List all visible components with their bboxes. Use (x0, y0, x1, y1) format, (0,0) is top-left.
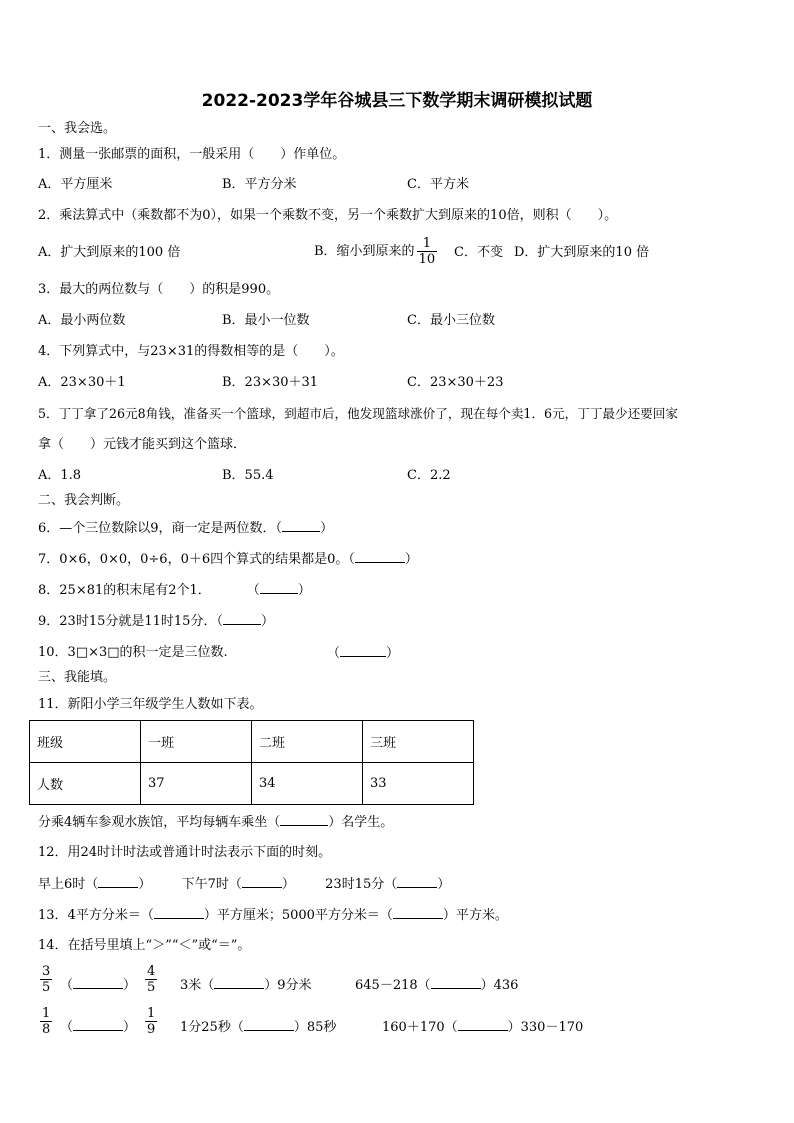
q7-text: 7．0×6，0×0，0÷6，0＋6四个算式的结果都是0。 (38, 552, 349, 567)
table-cell: 二班 (252, 721, 363, 763)
q14-answer-blank[interactable] (458, 1018, 508, 1031)
question-4: 4．下列算式中，与23×31的得数相等的是（ ）。 (38, 344, 344, 359)
q14-r2-m-post: ）85秒 (293, 1020, 337, 1035)
q9-paren-open: （ (216, 614, 223, 629)
q4-option-a[interactable]: A．23×30＋1 (38, 375, 126, 390)
q4-option-b[interactable]: B．23×30＋31 (222, 375, 319, 390)
q14-r1-m-post: ）9分米 (264, 978, 312, 993)
q12-answer-blank-1[interactable] (98, 875, 138, 888)
fraction (40, 964, 52, 995)
question-7 (38, 550, 418, 569)
q9-text: 9．23时15分就是11时15分． (38, 614, 217, 629)
q12-paren-close: ） (138, 877, 152, 892)
q8-paren-close: ） (297, 583, 311, 598)
q6-text: 6．—个三位数除以9，商一定是两位数． (38, 521, 276, 536)
q14-fraction-3-5 (38, 964, 54, 995)
question-5-line-2: 拿（ ）元钱才能买到这个篮球． (38, 437, 247, 452)
q14-r1-m-pre: 3米（ (180, 978, 215, 993)
question-8 (38, 581, 311, 600)
class-student-table (29, 720, 474, 805)
question-6 (38, 519, 333, 538)
fraction-numerator: 3 (42, 964, 51, 979)
q12-item-1-label: 早上6时（ (38, 877, 99, 892)
question-9 (38, 612, 274, 631)
q2-option-d[interactable]: D．扩大到原来的10 倍 (514, 245, 650, 260)
q10-answer (327, 644, 399, 663)
question-12: 12．用24时计时法或普通计时法表示下面的时刻。 (38, 845, 332, 860)
q14-fraction-4-5 (143, 964, 159, 995)
question-10: 10．3□×3□的积一定是三位数. (38, 645, 228, 660)
fraction-numerator: 1 (147, 1006, 156, 1021)
q12-answer-blank-3[interactable] (397, 875, 437, 888)
question-5-line-1: 5．丁丁拿了26元8角钱，准备买一个篮球，到超市后，他发现篮球涨价了，现在每个卖1．6元，丁丁最少还要回家 (38, 406, 678, 421)
q12-paren-close: ） (437, 877, 451, 892)
q7-paren-close: ） (404, 552, 418, 567)
fraction (145, 964, 157, 995)
section-1-heading: 一、我会选。 (38, 121, 117, 136)
paren-close: ） (123, 978, 137, 993)
q11-followup-text: 分乘4辆车参观水族馆，平均每辆车乘坐（ (38, 815, 281, 830)
q14-fraction-1-9 (143, 1006, 159, 1037)
fraction (145, 1006, 157, 1037)
q9-answer-blank[interactable] (223, 612, 261, 625)
q14-answer-blank[interactable] (73, 1018, 123, 1031)
q3-option-c[interactable]: C．最小三位数 (407, 313, 495, 328)
question-3: 3．最大的两位数与（ ）的积是990。 (38, 282, 280, 297)
q14-r1-e-pre: 645－218（ (355, 978, 431, 993)
q11-followup-end: ）名学生。 (328, 815, 394, 830)
q12-item-2-label: 下午7时（ (181, 877, 242, 892)
table-cell: 三班 (363, 721, 474, 763)
q14-answer-blank[interactable] (73, 976, 123, 989)
q2-fraction (417, 236, 438, 267)
question-1: 1．测量一张邮票的面积，一般采用（ ）作单位。 (38, 147, 346, 162)
question-12-items (38, 875, 450, 894)
q2-option-a[interactable]: A．扩大到原来的100 倍 (38, 245, 181, 260)
q5-option-a[interactable]: A．1.8 (38, 468, 82, 483)
q3-option-a[interactable]: A．最小两位数 (38, 313, 126, 328)
q14-r2-item-2 (180, 1016, 336, 1035)
q14-r2-m-pre: 1分25秒（ (180, 1020, 244, 1035)
q10-paren-close: ） (386, 646, 400, 661)
q3-option-b[interactable]: B．最小一位数 (222, 313, 310, 328)
q6-paren-close: ） (320, 521, 334, 536)
q2-option-b[interactable] (314, 234, 439, 270)
q12-answer-blank-2[interactable] (242, 875, 282, 888)
q13-text-3: ）平方米。 (442, 908, 508, 923)
question-2: 2．乘法算式中（乘数都不为0），如果一个乘数不变，另一个乘数扩大到原来的10倍，则积（ ）。 (38, 208, 618, 223)
q2-option-b-label: B．缩小到原来的 (314, 244, 415, 259)
q6-answer-blank[interactable] (282, 519, 320, 532)
q14-r2-e-post: ）330－170 (507, 1020, 584, 1035)
q8-paren-open: （ (246, 583, 260, 598)
fraction-denominator: 5 (147, 980, 156, 995)
q2-option-c[interactable]: C．不变 (454, 245, 503, 260)
q14-answer-blank[interactable] (214, 976, 264, 989)
q1-option-c[interactable]: C．平方米 (407, 177, 469, 192)
fraction-denominator: 5 (42, 980, 51, 995)
table-row (30, 763, 474, 805)
table-header-row (30, 721, 474, 763)
q13-text-2: ）平方厘米；5000平方分米＝（ (203, 908, 393, 923)
fraction-denominator: 8 (42, 1022, 51, 1037)
q11-answer-blank[interactable] (280, 813, 328, 826)
q9-paren-close: ） (260, 614, 274, 629)
fraction-numerator: 4 (147, 964, 156, 979)
fraction-denominator: 9 (147, 1022, 156, 1037)
page-title: 2022-2023学年谷城县三下数学期末调研模拟试题 (201, 91, 593, 111)
q13-answer-blank-1[interactable] (154, 906, 204, 919)
q14-r1-item-3 (355, 974, 518, 993)
q5-option-c[interactable]: C．2.2 (407, 468, 451, 483)
q10-paren-open: （ (327, 646, 341, 661)
q12-paren-close: ） (281, 877, 295, 892)
q14-r2-e-pre: 160＋170（ (382, 1020, 458, 1035)
paren-open: （ (60, 978, 74, 993)
q7-paren-open: （ (348, 552, 355, 567)
q4-option-c[interactable]: C．23×30＋23 (407, 375, 504, 390)
question-13 (38, 906, 508, 925)
question-14: 14．在括号里填上“＞”“＜”或“＝”。 (38, 938, 251, 953)
q14-r2-item-3 (382, 1016, 583, 1035)
q7-answer-blank[interactable] (355, 550, 405, 563)
section-3-heading: 三、我能填。 (38, 670, 117, 685)
q14-r2-blank-1 (60, 1016, 136, 1035)
table-cell: 人数 (30, 763, 141, 805)
q14-answer-blank[interactable] (431, 976, 481, 989)
q14-r1-e-post: ）436 (480, 978, 519, 993)
q1-option-b[interactable]: B．平方分米 (222, 177, 297, 192)
q8-text: 8．25×81的积末尾有2个1． (38, 583, 211, 598)
paren-open: （ (60, 1020, 74, 1035)
q14-fraction-1-8 (38, 1006, 54, 1037)
question-11-followup (38, 813, 393, 832)
q12-item-3-label: 23时15分（ (325, 877, 398, 892)
fraction-numerator: 1 (42, 1006, 51, 1021)
q14-r1-blank-1 (60, 974, 136, 993)
q10-answer-blank[interactable] (340, 644, 386, 657)
q5-option-b[interactable]: B．55.4 (222, 468, 274, 483)
q8-answer-blank[interactable] (260, 581, 298, 594)
paren-close: ） (123, 1020, 137, 1035)
table-cell: 班级 (30, 721, 141, 763)
q13-text-1: 13．4平方分米＝（ (38, 908, 154, 923)
question-11: 11．新阳小学三年级学生人数如下表。 (38, 697, 263, 712)
fraction (40, 1006, 52, 1037)
q1-option-a[interactable]: A．平方厘米 (38, 177, 113, 192)
q2-fraction-numerator: 1 (417, 236, 438, 252)
q14-answer-blank[interactable] (244, 1018, 294, 1031)
q13-answer-blank-2[interactable] (393, 906, 443, 919)
table-cell: 37 (141, 763, 252, 805)
q2-fraction-denominator: 10 (418, 252, 436, 267)
table-cell: 33 (363, 763, 474, 805)
table-cell: 一班 (141, 721, 252, 763)
section-2-heading: 二、我会判断。 (38, 493, 130, 508)
q14-r1-item-2 (180, 974, 312, 993)
q6-paren-open: （ (275, 521, 283, 536)
table-cell: 34 (252, 763, 363, 805)
